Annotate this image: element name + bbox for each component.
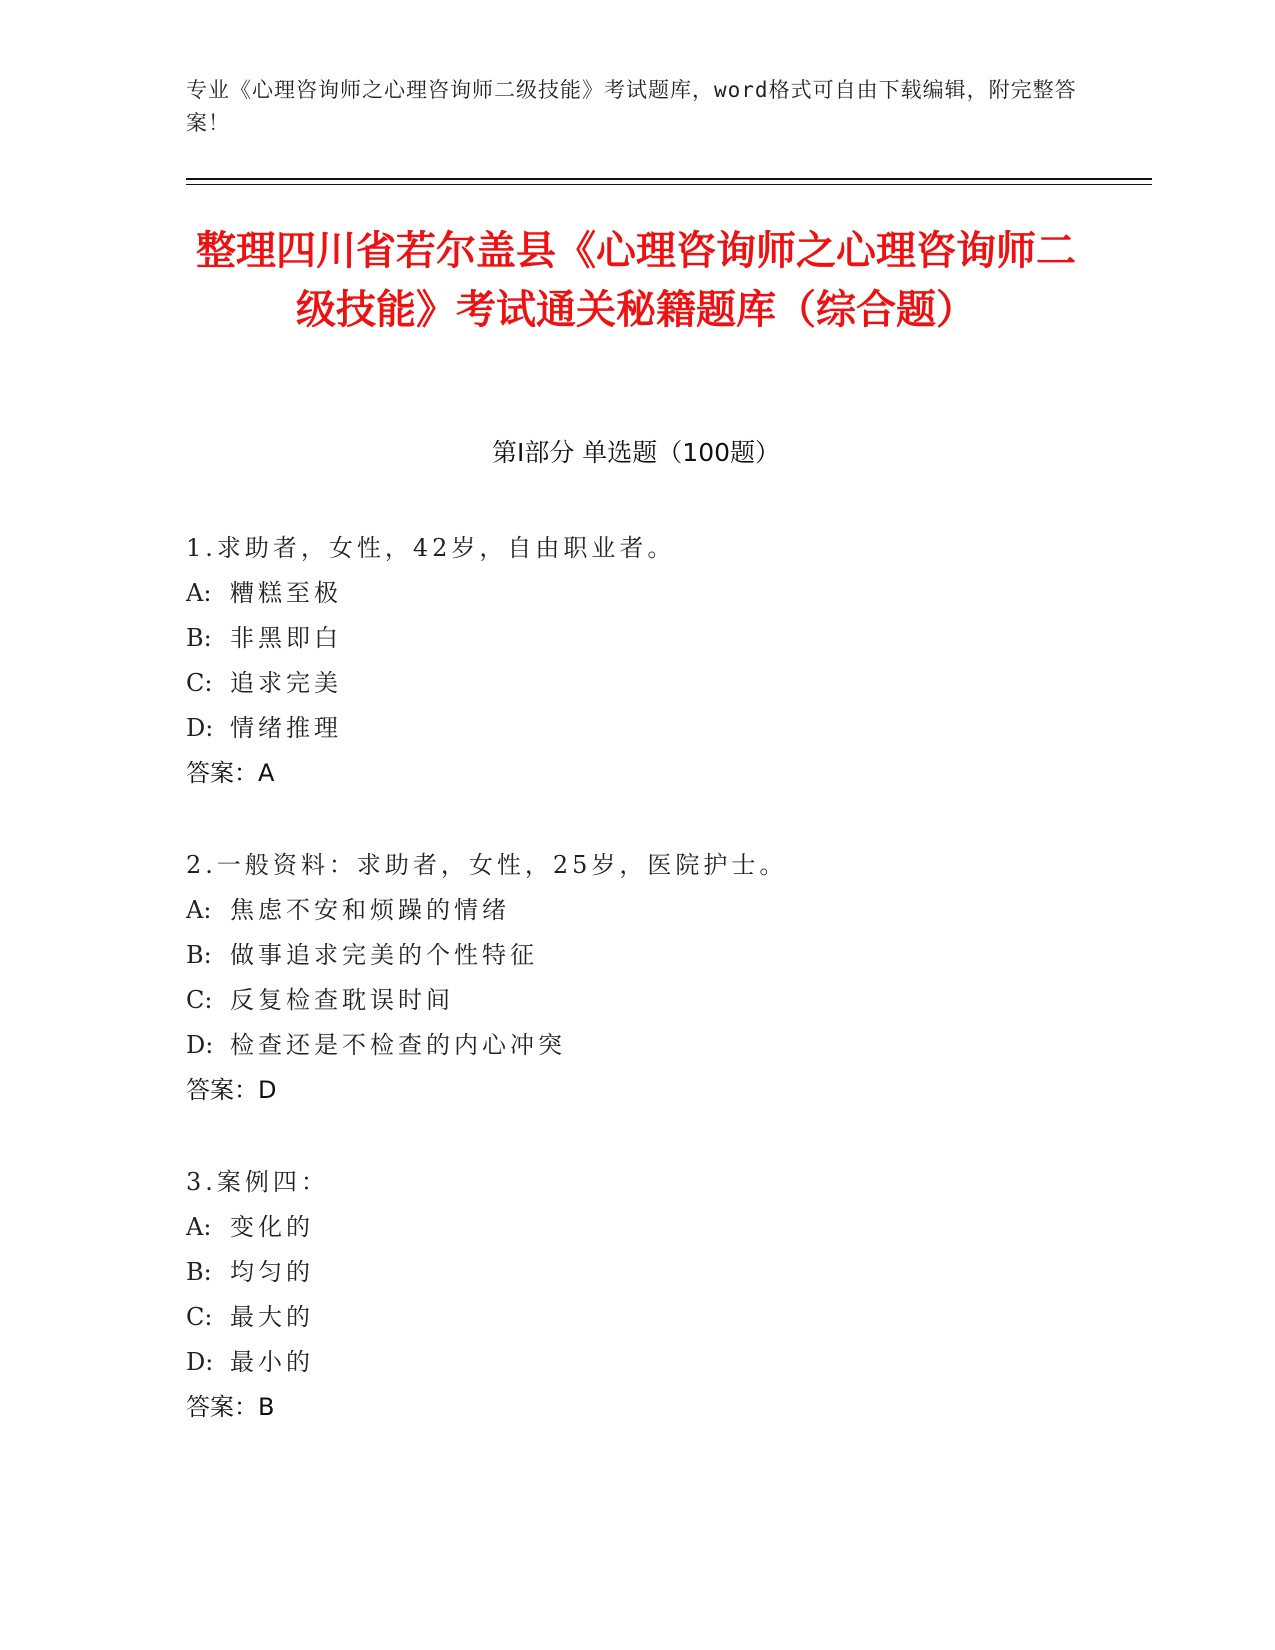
- question-list: [186, 526, 1086, 1477]
- option-c: [186, 661, 1086, 706]
- option-text: 最大的: [230, 1303, 314, 1331]
- option-letter: C:: [186, 986, 213, 1014]
- question-1: [186, 526, 1086, 796]
- option-text: 均匀的: [230, 1258, 314, 1286]
- option-letter: B:: [186, 624, 212, 652]
- option-text: 做事追求完美的个性特征: [230, 941, 538, 969]
- header-rule-thick: [186, 178, 1152, 180]
- option-text: 最小的: [230, 1348, 314, 1376]
- option-letter: A:: [186, 1213, 212, 1241]
- header-rule-thin: [186, 184, 1152, 185]
- option-a: [186, 888, 1086, 933]
- option-a: [186, 571, 1086, 616]
- option-text: 非黑即白: [230, 624, 342, 652]
- header-note: 专业《心理咨询师之心理咨询师二级技能》考试题库，word格式可自由下载编辑，附完整答案！: [186, 78, 1077, 135]
- option-letter: B:: [186, 1258, 212, 1286]
- option-text: 焦虑不安和烦躁的情绪: [230, 896, 510, 924]
- option-letter: C:: [186, 1303, 213, 1331]
- document-title: 整理四川省若尔盖县《心理咨询师之心理咨询师二级技能》考试通关秘籍题库（综合题）: [196, 228, 1076, 333]
- option-d: [186, 1023, 1086, 1068]
- option-letter: D:: [186, 714, 214, 742]
- option-text: 检查还是不检查的内心冲突: [230, 1031, 566, 1059]
- option-c: [186, 1295, 1086, 1340]
- option-letter: A:: [186, 896, 212, 924]
- question-stem: 2.一般资料：求助者，女性，25岁，医院护士。: [186, 851, 788, 879]
- answer: 答案：D: [186, 1076, 277, 1104]
- option-d: [186, 1340, 1086, 1385]
- question-3: [186, 1160, 1086, 1430]
- option-letter: C:: [186, 669, 213, 697]
- option-text: 糟糕至极: [230, 579, 342, 607]
- answer: 答案：A: [186, 759, 275, 787]
- option-letter: A:: [186, 579, 212, 607]
- option-b: [186, 616, 1086, 661]
- option-text: 变化的: [230, 1213, 314, 1241]
- option-d: [186, 706, 1086, 751]
- option-letter: D:: [186, 1031, 214, 1059]
- option-text: 追求完美: [230, 669, 342, 697]
- answer: 答案：B: [186, 1393, 275, 1421]
- question-stem: 3.案例四：: [186, 1168, 329, 1196]
- question-stem: 1.求助者，女性，42岁，自由职业者。: [186, 534, 676, 562]
- option-letter: B:: [186, 941, 212, 969]
- section-title: 第Ⅰ部分 单选题（100题）: [491, 438, 781, 467]
- option-text: 情绪推理: [230, 714, 342, 742]
- option-letter: D:: [186, 1348, 214, 1376]
- option-text: 反复检查耽误时间: [230, 986, 454, 1014]
- option-c: [186, 978, 1086, 1023]
- option-b: [186, 933, 1086, 978]
- option-a: [186, 1205, 1086, 1250]
- question-2: [186, 843, 1086, 1113]
- option-b: [186, 1250, 1086, 1295]
